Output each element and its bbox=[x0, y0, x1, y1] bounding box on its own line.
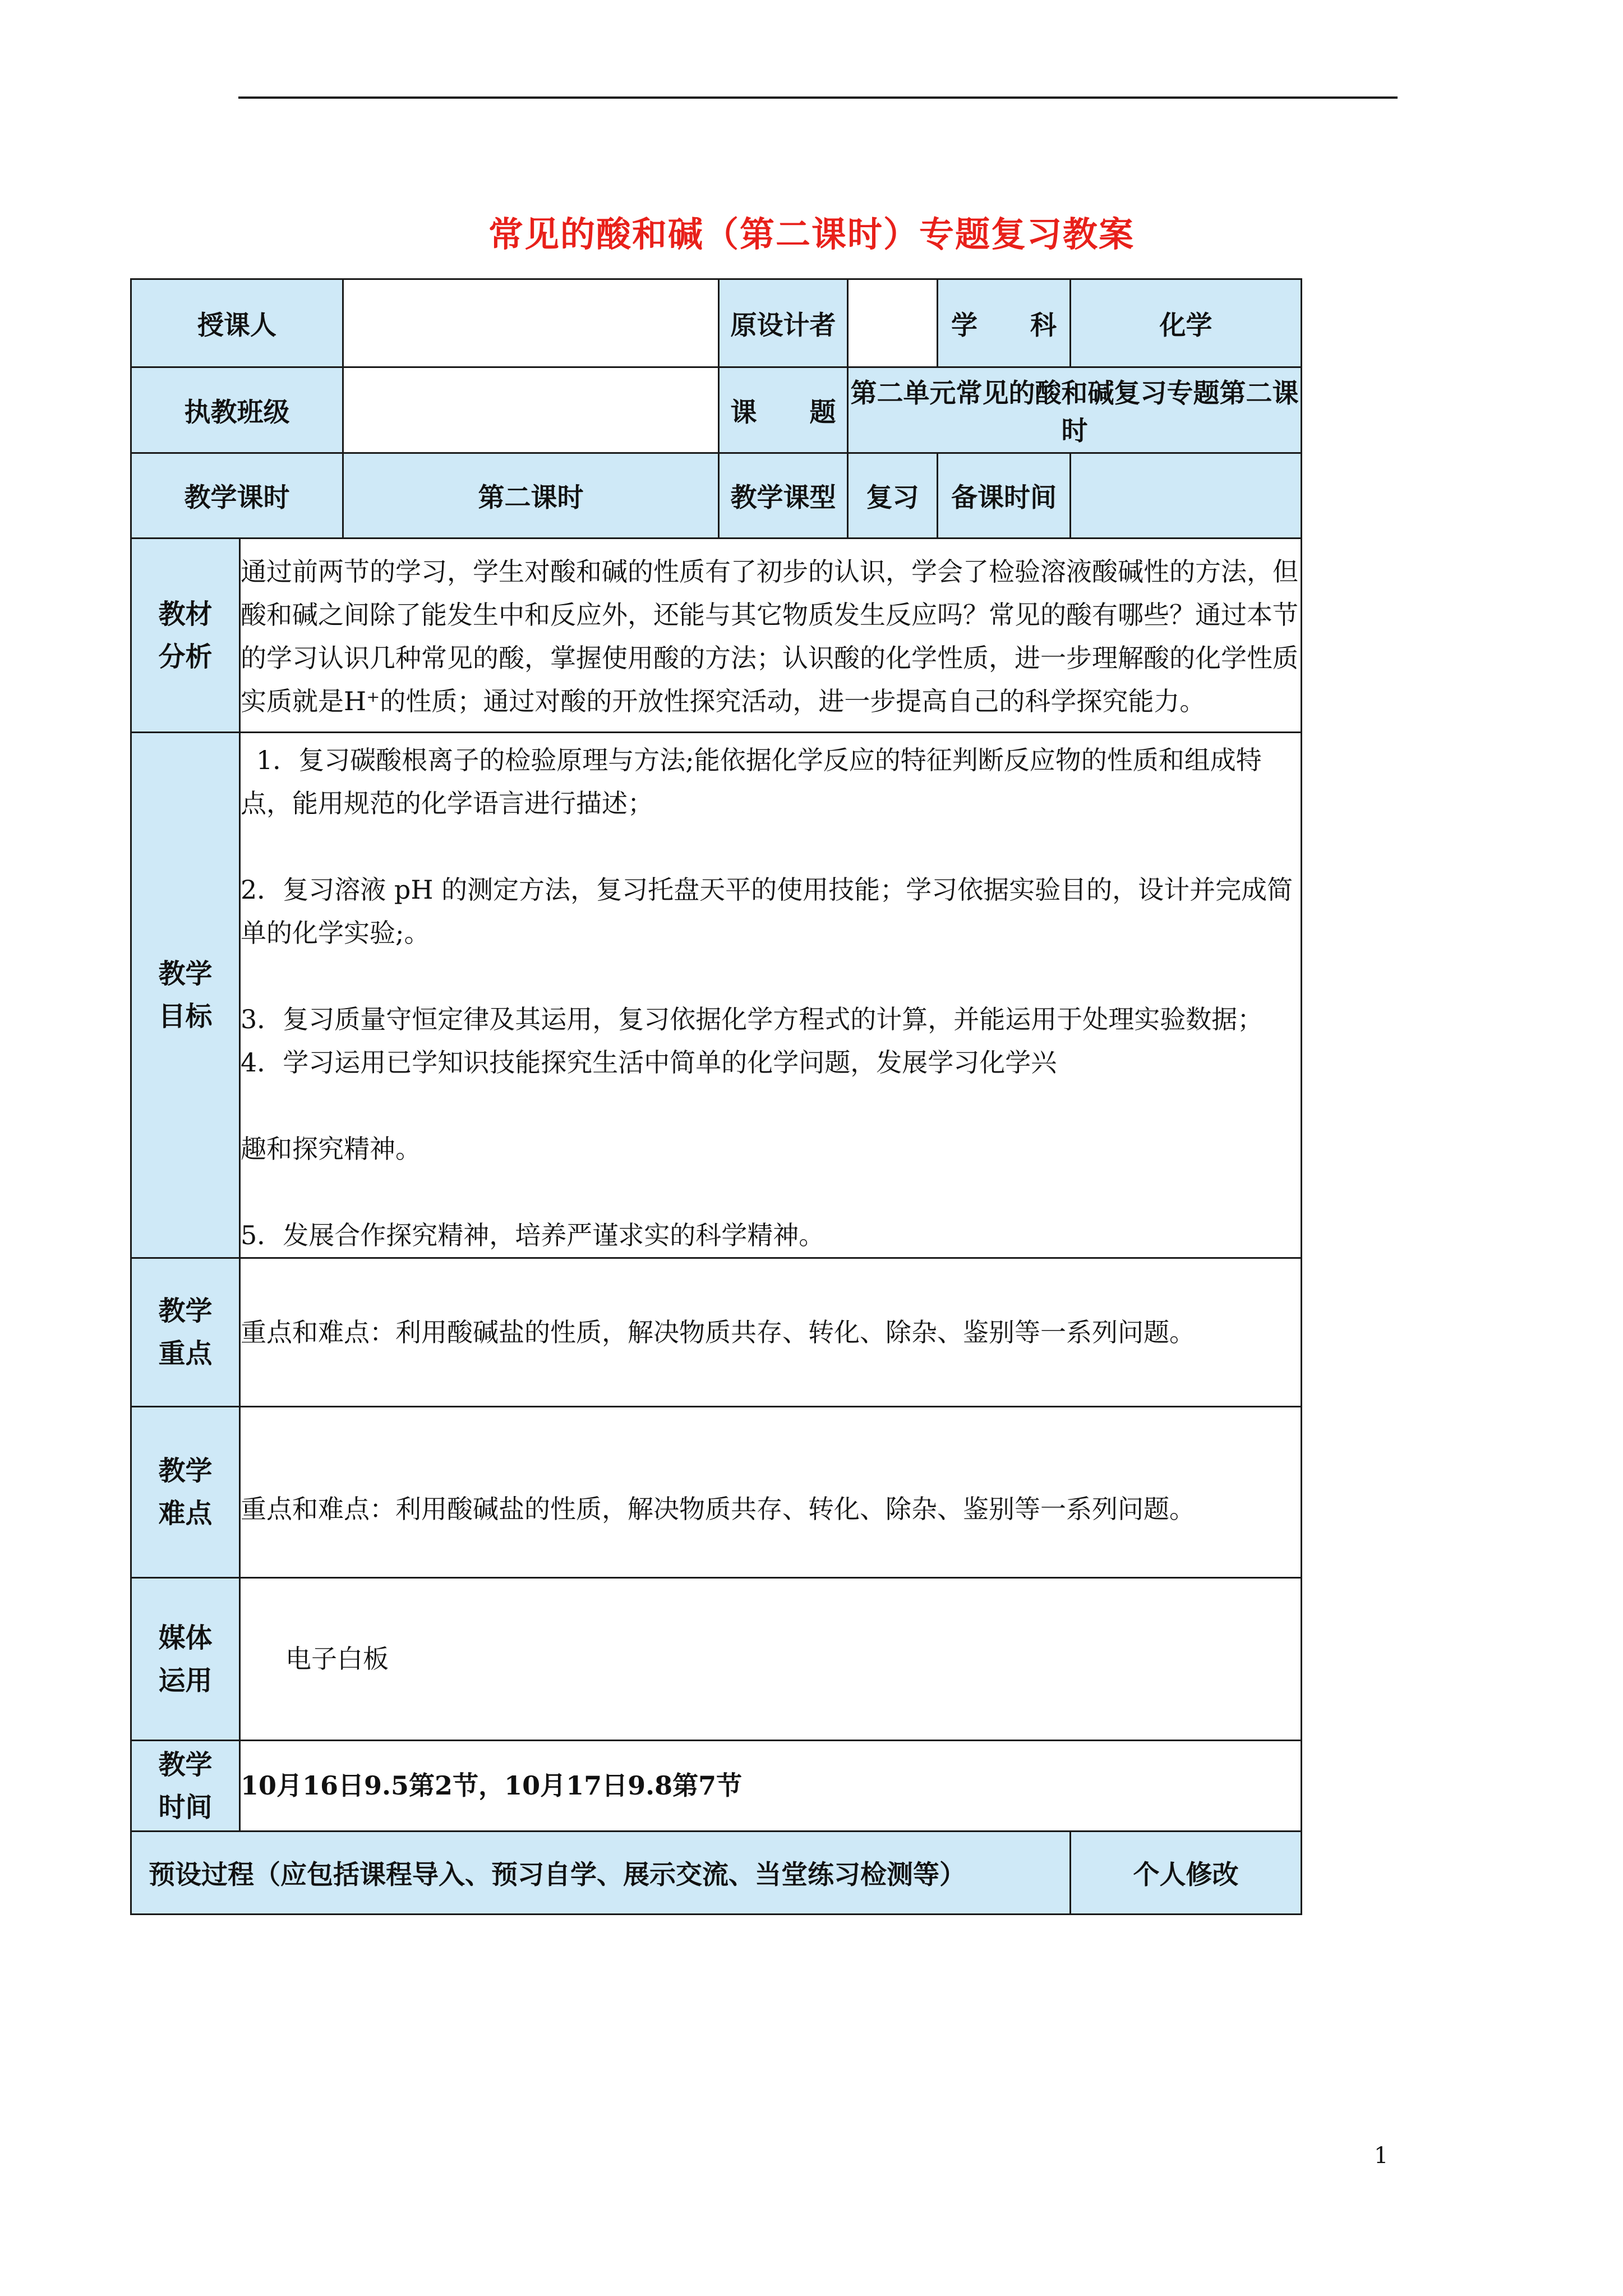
lesson-plan-table bbox=[130, 278, 1302, 1915]
process-label: 预设过程（应包括课程导入、预习自学、展示交流、当堂练习检测等） bbox=[131, 1832, 1071, 1915]
media-row bbox=[131, 1578, 1302, 1741]
goal-item-5: 5．发展合作探究精神，培养严谨求实的科学精神。 bbox=[241, 1220, 825, 1250]
designer-label: 原设计者 bbox=[719, 279, 848, 367]
time-label-line1: 教学 bbox=[158, 1749, 213, 1780]
page-title: 常见的酸和碱（第二课时）专题复习教案 bbox=[488, 214, 1135, 255]
difficulties-label bbox=[131, 1407, 240, 1578]
media-label-line1: 媒体 bbox=[158, 1622, 213, 1654]
info-row-3 bbox=[131, 453, 1302, 539]
period-value: 第二课时 bbox=[343, 453, 719, 539]
prep-time-label: 备课时间 bbox=[938, 453, 1071, 539]
goal-item-4a: 4．学习运用已学知识技能探究生活中简单的化学问题，发展学习化学兴 bbox=[241, 1047, 1057, 1078]
goals-label-line1: 教学 bbox=[158, 958, 213, 990]
analysis-label-line1: 教材 bbox=[158, 598, 213, 630]
personal-edit-label: 个人修改 bbox=[1071, 1832, 1302, 1915]
media-text: 电子白板 bbox=[240, 1578, 1302, 1741]
difficulties-text: 重点和难点：利用酸碱盐的性质，解决物质共存、转化、除杂、鉴别等一系列问题。 bbox=[240, 1407, 1302, 1578]
info-row-1 bbox=[131, 279, 1302, 367]
key-points-label-line1: 教学 bbox=[158, 1295, 213, 1327]
goals-content bbox=[240, 733, 1302, 1258]
media-label bbox=[131, 1578, 240, 1741]
page-number: 1 bbox=[1374, 2143, 1389, 2169]
analysis-label-line2: 分析 bbox=[158, 641, 213, 673]
goals-row bbox=[131, 733, 1302, 1258]
time-label bbox=[131, 1741, 240, 1832]
designer-value bbox=[848, 279, 938, 367]
teacher-value bbox=[343, 279, 719, 367]
analysis-text: 通过前两节的学习，学生对酸和碱的性质有了初步的认识，学会了检验溶液酸碱性的方法，但酸和碱之间除了能发生中和反应外，还能与其它物质发生反应吗？常见的酸有哪些？通过本节的学习认识几种常见的酸，掌握使用酸的方法；认识酸的化学性质，进一步理解酸的化学性质实质就是H⁺的性质；通过对酸的开放性探究活动，进一步提高自己的科学探究能力。 bbox=[240, 539, 1302, 733]
media-label-line2: 运用 bbox=[158, 1664, 213, 1696]
key-points-row bbox=[131, 1258, 1302, 1407]
info-row-2 bbox=[131, 367, 1302, 453]
difficulties-label-line2: 难点 bbox=[158, 1498, 213, 1529]
difficulties-label-line1: 教学 bbox=[158, 1455, 213, 1487]
process-row bbox=[131, 1832, 1302, 1915]
key-points-text: 重点和难点：利用酸碱盐的性质，解决物质共存、转化、除杂、鉴别等一系列问题。 bbox=[240, 1258, 1302, 1407]
period-label: 教学课时 bbox=[131, 453, 343, 539]
goal-item-3: 3．复习质量守恒定律及其运用，复习依据化学方程式的计算，并能运用于处理实验数据； bbox=[241, 1004, 1264, 1034]
type-label: 教学课型 bbox=[719, 453, 848, 539]
difficulties-row bbox=[131, 1407, 1302, 1578]
goal-item-4b: 趣和探究精神。 bbox=[241, 1134, 421, 1164]
key-points-label bbox=[131, 1258, 240, 1407]
key-points-label-line2: 重点 bbox=[158, 1338, 213, 1369]
analysis-row bbox=[131, 539, 1302, 733]
topic-label: 课 题 bbox=[719, 367, 848, 453]
teacher-label: 授课人 bbox=[131, 279, 343, 367]
class-label: 执教班级 bbox=[131, 367, 343, 453]
class-value bbox=[343, 367, 719, 453]
subject-label: 学 科 bbox=[938, 279, 1071, 367]
header-rule bbox=[238, 96, 1398, 99]
time-text: 10月16日9.5第2节，10月17日9.8第7节 bbox=[240, 1741, 1302, 1832]
analysis-label bbox=[131, 539, 240, 733]
prep-time-value bbox=[1071, 453, 1302, 539]
goal-item-1: 1．复习碳酸根离子的检验原理与方法;能依据化学反应的特征判断反应物的性质和组成特点，能用规范的化学语言进行描述； bbox=[241, 745, 1262, 818]
goals-label-line2: 目标 bbox=[158, 1001, 213, 1032]
goals-label bbox=[131, 733, 240, 1258]
time-label-line2: 时间 bbox=[158, 1791, 213, 1823]
time-row bbox=[131, 1741, 1302, 1832]
type-value: 复习 bbox=[848, 453, 938, 539]
topic-value: 第二单元常见的酸和碱复习专题第二课时 bbox=[848, 367, 1302, 453]
subject-value: 化学 bbox=[1071, 279, 1302, 367]
goal-item-2: 2．复习溶液 pH 的测定方法，复习托盘天平的使用技能；学习依据实验目的，设计并完成简单的化学实验;。 bbox=[241, 875, 1293, 948]
